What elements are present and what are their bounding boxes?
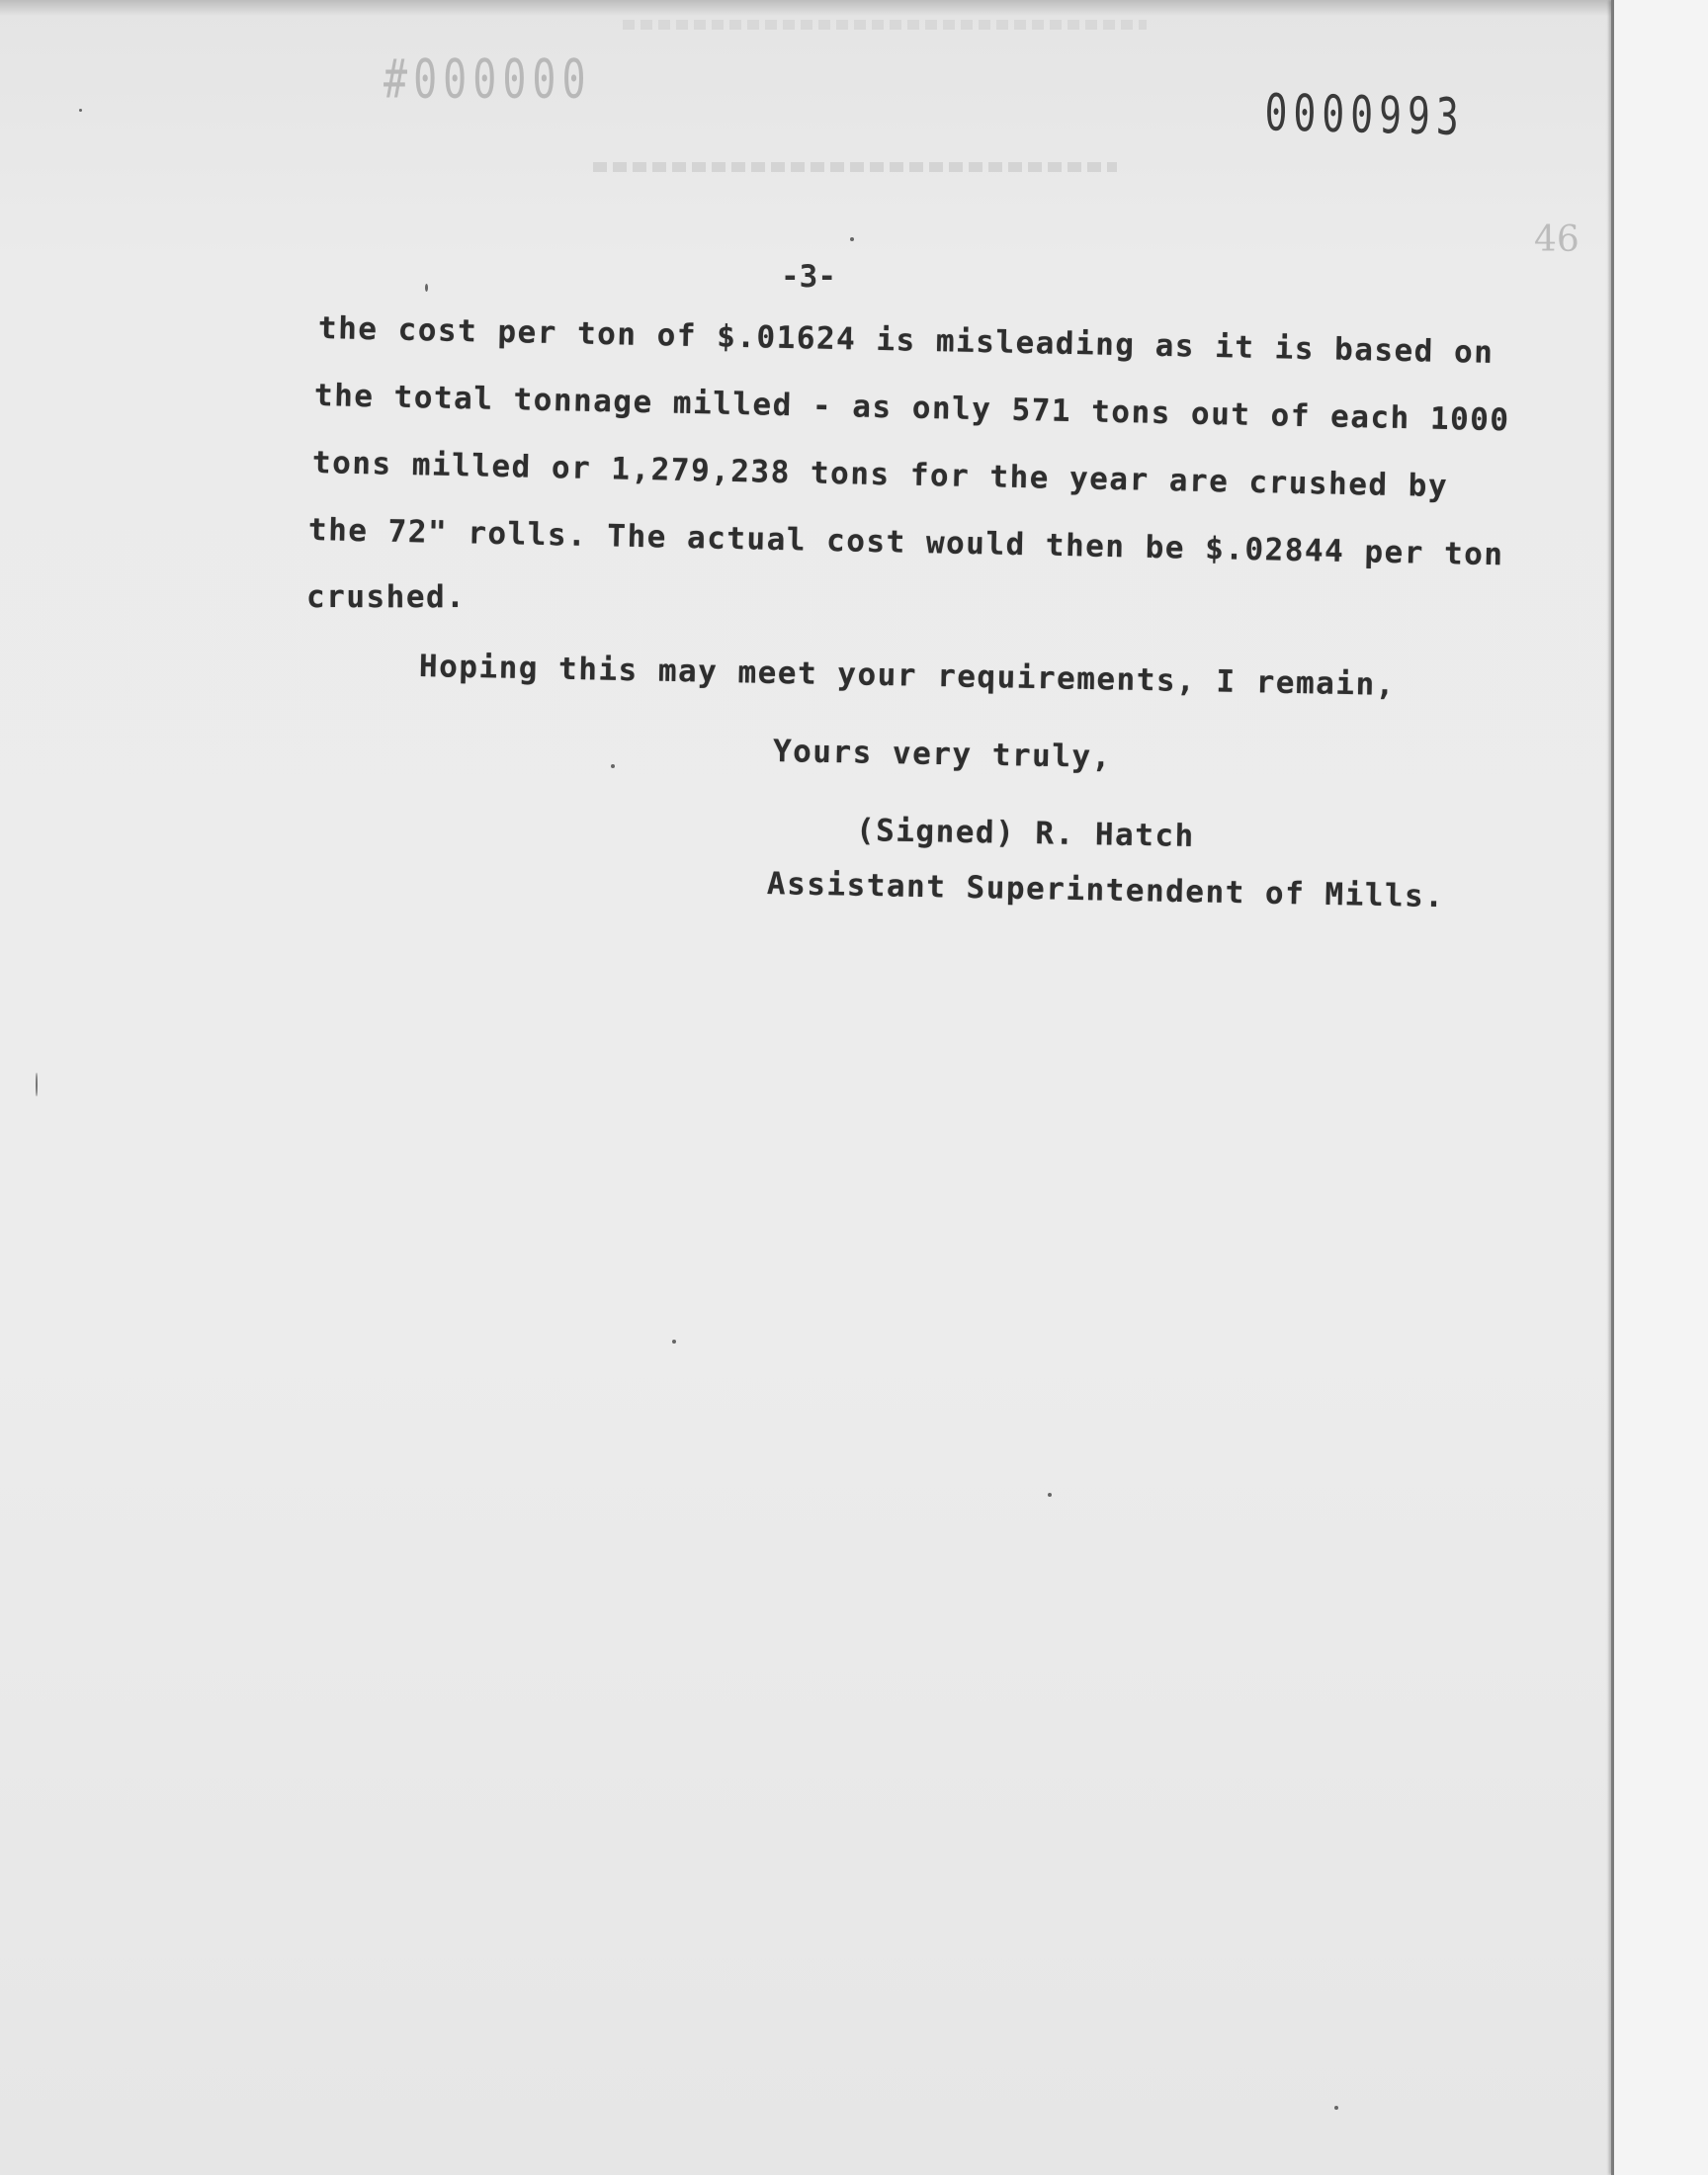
- document-number-stamp: 0000993: [1264, 83, 1466, 147]
- body-line-4: the 72" rolls. The actual cost would then be $.02844 per ton: [307, 512, 1504, 573]
- body-line-1: the cost per ton of $.01624 is misleading as it is based on: [317, 310, 1494, 371]
- scan-speck: [1334, 2106, 1338, 2110]
- bleed-through-line: [593, 162, 1117, 172]
- scan-speck: [672, 1340, 676, 1344]
- body-line-5: crushed.: [306, 579, 467, 615]
- scan-speck: [850, 237, 854, 241]
- body-line-3: tons milled or 1,279,238 tons for the year are crushed by: [311, 445, 1449, 505]
- scan-speck: [425, 284, 428, 292]
- faint-stamp-number: #000000: [384, 49, 592, 112]
- body-line-2: the total tonnage milled - as only 571 tons out of each 1000: [313, 378, 1510, 439]
- signer-title: Assistant Superintendent of Mills.: [766, 866, 1445, 915]
- salutation: Yours very truly,: [772, 734, 1113, 775]
- page-right-edge: [1611, 0, 1708, 2175]
- closing-sentence: Hoping this may meet your requirements, I remain,: [418, 649, 1397, 703]
- scan-speck: [1048, 1493, 1052, 1497]
- scan-speck: [79, 109, 82, 112]
- scan-speck: [36, 1073, 38, 1096]
- scan-speck: [611, 764, 615, 768]
- bleed-through-line: [623, 20, 1147, 30]
- page-number: -3-: [781, 259, 836, 295]
- scan-top-band: [0, 0, 1708, 16]
- margin-page-mark: 46: [1534, 219, 1580, 260]
- signature-line: (Signed) R. Hatch: [855, 813, 1196, 854]
